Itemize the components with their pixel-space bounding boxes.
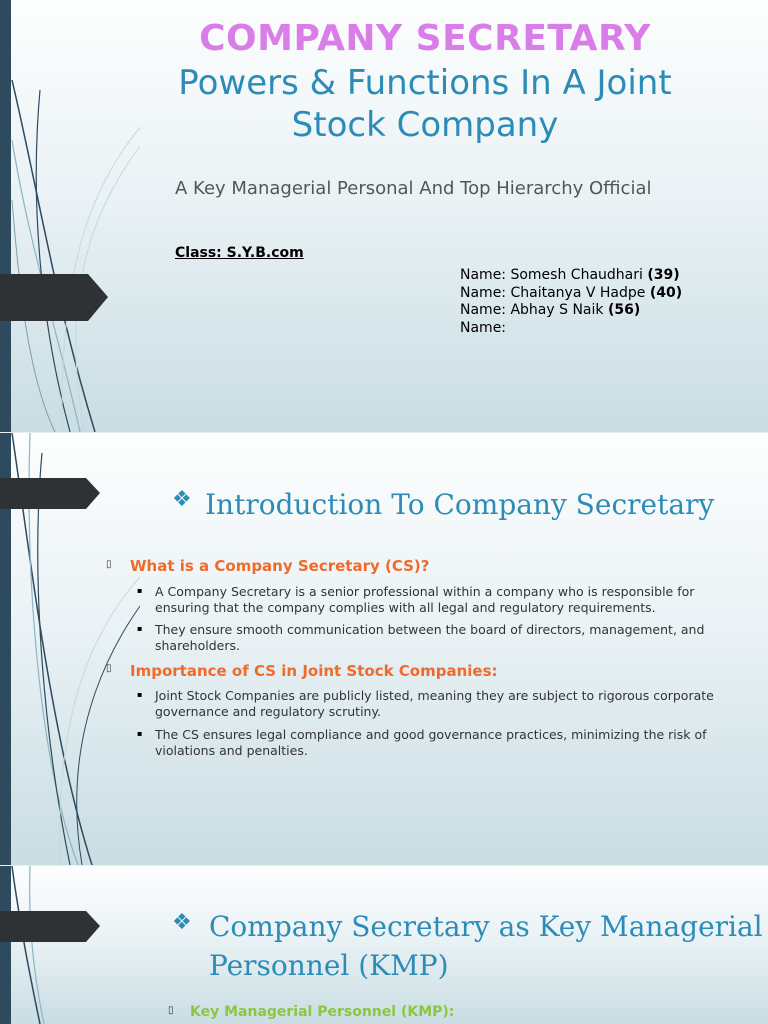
slide-kmp <box>0 866 768 1024</box>
square-bullet: ▪ <box>137 624 143 633</box>
question-heading: Importance of CS in Joint Stock Companies: <box>130 662 498 680</box>
slide-introduction <box>0 433 768 865</box>
section-heading-line-2: Personnel (KMP) <box>209 949 449 982</box>
square-bullet: ▪ <box>137 729 143 738</box>
bullet-text: The CS ensures legal compliance and good governance practices, minimizing the risk of violations and penalties. <box>155 727 707 758</box>
bullet-text: Joint Stock Companies are publicly listed, meaning they are subject to rigorous corporate governance and regulatory scrutiny. <box>155 688 714 719</box>
bullet-marker: ▯ <box>106 559 112 570</box>
question-heading: What is a Company Secretary (CS)? <box>130 557 430 575</box>
bullet-marker: ▯ <box>168 1005 174 1016</box>
bullet-marker: ▯ <box>106 663 112 674</box>
name-row: Name: Chaitanya V Hadpe (40) <box>460 284 683 301</box>
swoosh-decoration <box>0 866 140 1024</box>
tagline: A Key Managerial Personal And Top Hierarchy Official <box>175 178 652 199</box>
class-label: Class: S.Y.B.com <box>175 245 304 261</box>
left-bar <box>0 866 11 1024</box>
section-heading: Company Secretary as Key Managerial <box>209 910 763 943</box>
section-heading: Introduction To Company Secretary <box>205 488 715 521</box>
square-bullet: ▪ <box>137 690 143 699</box>
bullet-text: A Company Secretary is a senior professional within a company who is responsible for ensuring that the company complies with all legal and regulatory requirements. <box>155 584 695 615</box>
name-row: Name: <box>460 319 507 336</box>
names-list <box>460 267 682 337</box>
subtitle-line-2: Stock Company <box>291 105 559 145</box>
slide-title <box>0 0 768 432</box>
name-row: Name: Somesh Chaudhari (39) <box>460 267 680 283</box>
bullet-text: They ensure smooth communication between the board of directors, management, and shareholders. <box>155 622 705 653</box>
four-diamond-icon: ❖ <box>172 910 192 935</box>
subtitle-line-1: Powers & Functions In A Joint <box>178 63 672 103</box>
square-bullet: ▪ <box>137 586 143 595</box>
question-heading: Key Managerial Personnel (KMP): <box>190 1004 455 1020</box>
four-diamond-icon: ❖ <box>172 487 192 512</box>
name-row: Name: Abhay S Naik (56) <box>460 302 641 318</box>
page-title: COMPANY SECRETARY <box>199 18 651 59</box>
